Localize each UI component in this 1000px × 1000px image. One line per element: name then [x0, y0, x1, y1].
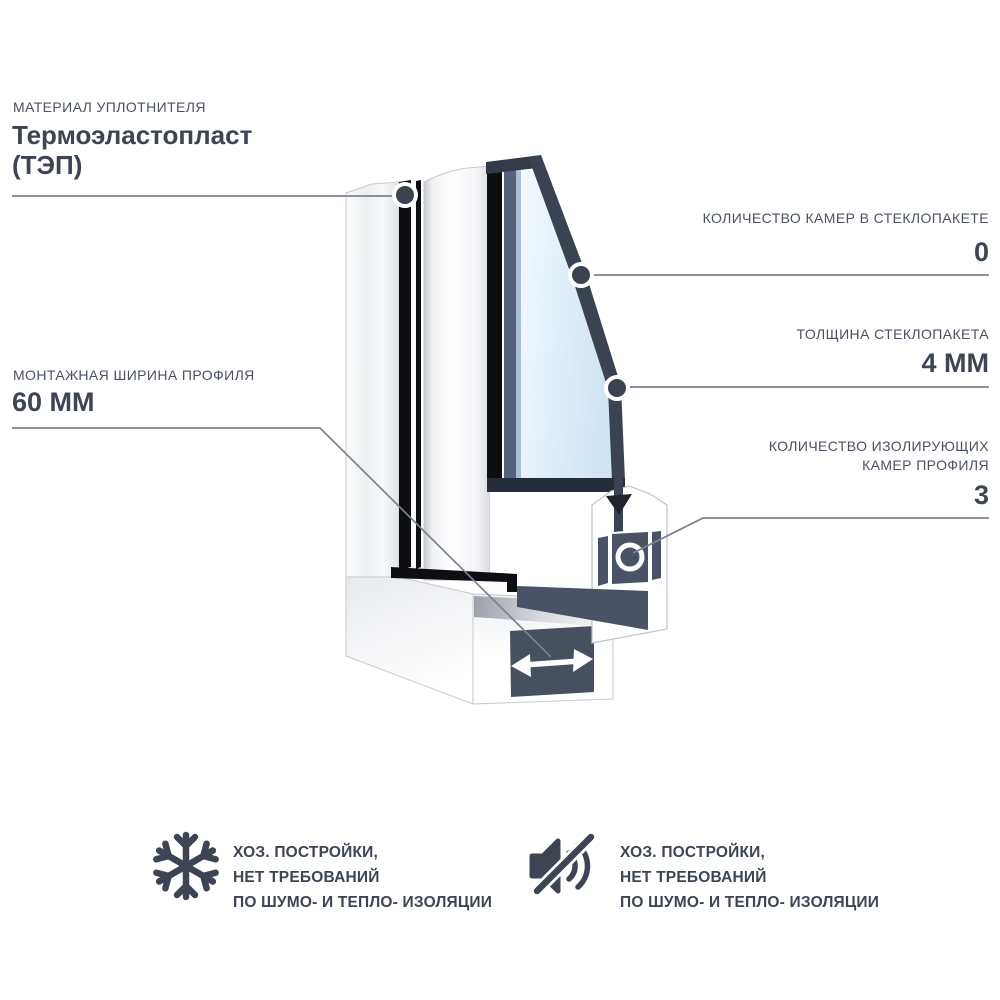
chamber-right — [652, 531, 661, 580]
seal-material-label: МАТЕРИАЛ УПЛОТНИТЕЛЯ — [13, 99, 206, 115]
sash-profile — [424, 166, 490, 580]
glass-pane — [521, 162, 615, 478]
seal-material-value-line2: (ТЭП) — [12, 150, 83, 180]
frost-note-line3: ПО ШУМО- И ТЕПЛО- ИЗОЛЯЦИИ — [233, 894, 493, 911]
seal-strip-inner — [416, 180, 421, 569]
glazing-chambers-label: КОЛИЧЕСТВО КАМЕР В СТЕКЛОПАКЕТЕ — [702, 210, 989, 226]
muted-speaker-icon — [532, 837, 591, 891]
profile-chambers-label-line2: КАМЕР ПРОФИЛЯ — [862, 457, 989, 473]
glazing-thickness-label: ТОЛЩИНА СТЕКЛОПАКЕТА — [796, 326, 989, 342]
profile-chambers-label-line1: КОЛИЧЕСТВО ИЗОЛИРУЮЩИХ — [768, 438, 989, 454]
sound-note-line3: ПО ШУМО- И ТЕПЛО- ИЗОЛЯЦИИ — [620, 894, 880, 911]
sound-note-line2: НЕТ ТРЕБОВАНИЙ — [620, 869, 767, 886]
chamber-left — [598, 536, 608, 586]
frost-note-line2: НЕТ ТРЕБОВАНИЙ — [233, 869, 380, 886]
snowflake-icon — [155, 835, 218, 897]
marker-dot-glazing — [570, 264, 592, 286]
profile-chambers-value: 3 — [973, 480, 989, 510]
frost-note-line1: ХОЗ. ПОСТРОЙКИ, — [233, 844, 379, 861]
connector-line-profile-chambers — [633, 518, 989, 553]
sound-note-line1: ХОЗ. ПОСТРОЙКИ, — [620, 844, 766, 861]
glass-edge-strip-light — [516, 163, 521, 478]
glass-edge-strip-dark — [504, 164, 516, 478]
marker-dot-seal — [394, 184, 416, 206]
sound-note-text — [620, 840, 879, 915]
glazing-chambers-value: 0 — [973, 237, 989, 267]
frame-bottom-bevel — [346, 577, 473, 704]
window-profile-illustration — [346, 155, 667, 704]
frame-profile — [346, 182, 399, 577]
seal-material-value-line1: Термоэластопласт — [12, 120, 253, 150]
seal-strip-glazing — [487, 165, 502, 478]
frost-note-text — [233, 840, 492, 915]
mounting-width-label: МОНТАЖНАЯ ШИРИНА ПРОФИЛЯ — [13, 367, 255, 383]
profile-chambers-label — [769, 437, 989, 475]
glazing-thickness-value: 4 ММ — [921, 348, 989, 378]
mounting-width-value: 60 ММ — [12, 387, 95, 417]
glass-bottom-edge — [487, 478, 625, 492]
marker-dot-thickness — [606, 377, 628, 399]
